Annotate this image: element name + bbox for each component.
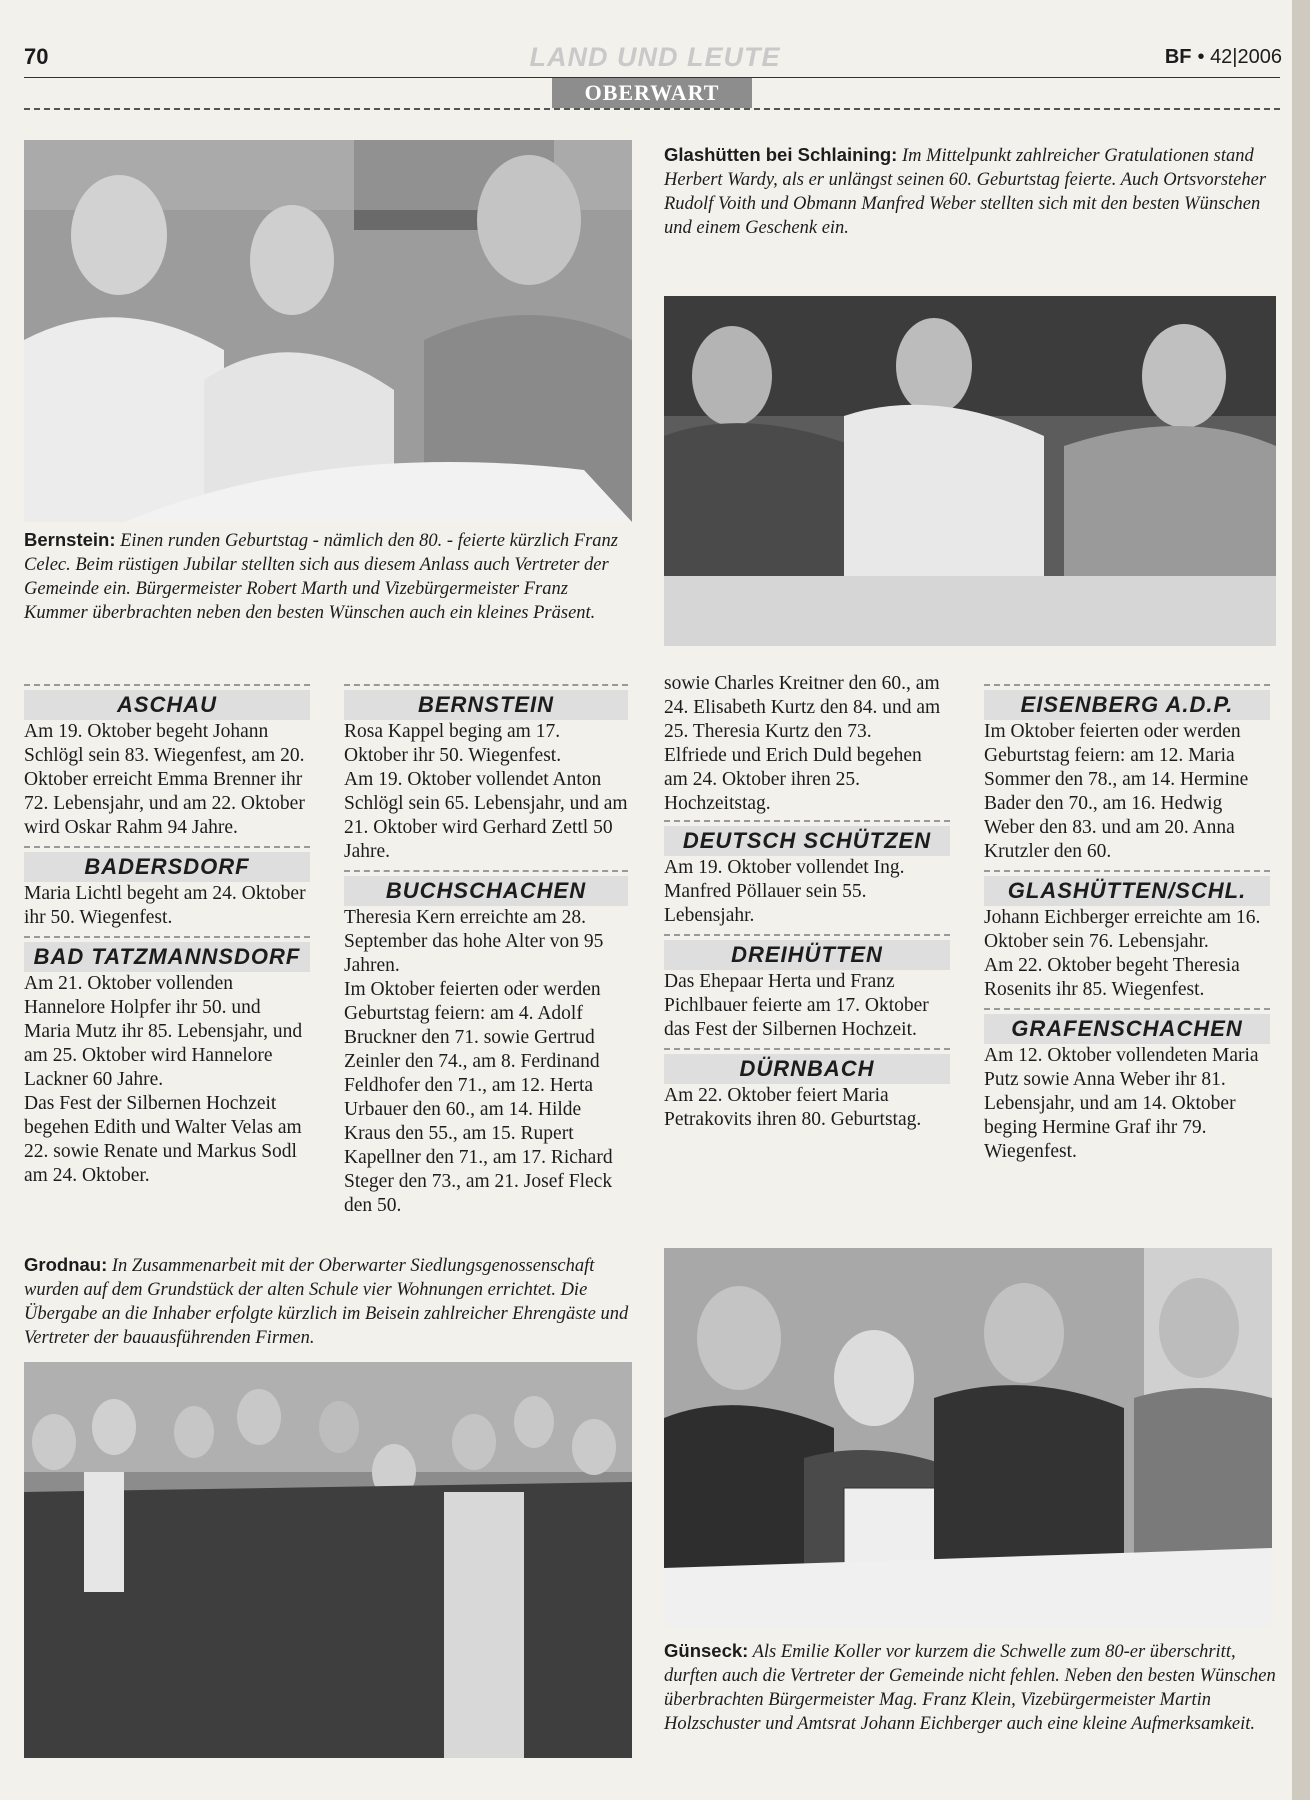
column-1: [24, 684, 310, 1194]
section-text: Im Oktober feierten oder werden Geburtstag feiern: am 12. Maria Sommer den 78., am 14. Hermine Bader den 70., am 16. Hedwig Weber den 83. und am 20. Anna Krutzler den 60.: [984, 721, 1249, 862]
section-heading: DEUTSCH SCHÜTZEN: [664, 826, 950, 856]
publication-name: BF: [1164, 46, 1192, 68]
photo-glashuetten-image: [664, 296, 1276, 646]
running-title: LAND UND LEUTE: [529, 42, 781, 72]
section-text: Maria Lichtl begeht am 24. Oktober ihr 50. Wiegenfest.: [24, 883, 306, 928]
caption-grodnau: [24, 1254, 632, 1350]
section-text: Elfriede und Erich Duld begehen am 24. Oktober ihren 25. Hochzeitstag.: [664, 745, 922, 814]
section-heading: BERNSTEIN: [344, 690, 628, 720]
photo-guenseck: [664, 1248, 1272, 1628]
section-bad-tatzmannsdorf: [24, 936, 310, 1188]
section-dreihuetten: [664, 934, 950, 1042]
section-text: Das Ehepaar Herta und Franz Pichlbauer feierte am 17. Oktober das Fest der Silbernen Hochzeit.: [664, 971, 929, 1040]
section-grafenschachen: [984, 1008, 1270, 1164]
section-text: Das Fest der Silbernen Hochzeit begehen Edith und Walter Velas am 22. sowie Renate und Markus Sodl am 24. Oktober.: [24, 1093, 302, 1186]
section-duernbach: [664, 1048, 950, 1132]
header-dashed-rule: [24, 108, 1280, 110]
issue-info: BF • 42|2006: [1164, 46, 1282, 68]
caption-guenseck: [664, 1640, 1276, 1736]
issue-number: 42|2006: [1210, 46, 1282, 68]
caption-bernstein: [24, 529, 632, 625]
photo-glashuetten: [664, 296, 1276, 646]
section-glashuetten-schl: [984, 870, 1270, 1002]
section-heading: DREIHÜTTEN: [664, 940, 950, 970]
page-number: 70: [24, 44, 49, 69]
photo-guenseck-image: [664, 1248, 1272, 1628]
section-heading: GRAFENSCHACHEN: [984, 1014, 1270, 1044]
caption-place: Günseck:: [664, 1640, 749, 1661]
section-text: Am 22. Oktober feiert Maria Petrakovits ihren 80. Geburtstag.: [664, 1085, 922, 1130]
section-continuation: [664, 672, 950, 816]
section-badersdorf: [24, 846, 310, 930]
section-buchschachen: [344, 870, 628, 1218]
section-text: Am 12. Oktober vollendeten Maria Putz sowie Anna Weber ihr 81. Lebensjahr, und am 14. Oktober beging Hermine Graf ihr 79. Wiegenfest.: [984, 1045, 1259, 1162]
section-bernstein: [344, 684, 628, 864]
caption-place: Bernstein:: [24, 529, 116, 550]
section-heading: DÜRNBACH: [664, 1054, 950, 1084]
photo-grodnau: [24, 1362, 632, 1758]
caption-text: Im Mittelpunkt zahlreicher Gratulationen stand Herbert Wardy, als er unlängst seinen 60. Geburtstag feierte. Auch Ortsvorsteher Rudolf Voith und Obmann Manfred Weber stellten sich mit den besten Wünschen und einem Geschenk ein.: [664, 146, 1267, 238]
binding-edge: [1292, 0, 1310, 1800]
photo-grodnau-image: [24, 1362, 632, 1758]
section-title: OBERWART: [552, 78, 752, 108]
section-text: Im Oktober feierten oder werden Geburtstag feiern: am 4. Adolf Bruckner den 71. sowie Gertrud Zeinler den 74., am 8. Ferdinand Feldhofer den 71., am 12. Herta Urbauer den 60., am 14. Hilde Kraus den 55., am 15. Rupert Kapellner den 71., am 17. Richard Steger den 73., am 21. Josef Fleck den 50.: [344, 979, 613, 1216]
caption-place: Grodnau:: [24, 1254, 108, 1275]
photo-bernstein: [24, 140, 632, 522]
section-heading: BADERSDORF: [24, 852, 310, 882]
section-text: Johann Eichberger erreichte am 16. Oktober sein 76. Lebensjahr.: [984, 907, 1261, 952]
section-text: Am 21. Oktober vollenden Hannelore Holpfer ihr 50. und Maria Mutz ihr 85. Lebensjahr, und am 25. Oktober wird Hannelore Lackner 60 Jahre.: [24, 973, 303, 1090]
section-text: sowie Charles Kreitner den 60., am 24. Elisabeth Kurtz den 84. und am 25. Theresia Kurtz den 73.: [664, 673, 941, 742]
caption-text: Als Emilie Koller vor kurzem die Schwelle zum 80-er überschritt, durften auch die Vertreter der Gemeinde nicht fehlen. Neben den besten Wünschen überbrachten Bürgermeister Mag. Franz Klein, Vizebürgermeister Martin Holzschuster und Amtsrat Johann Eichberger auch eine kleine Aufmerksamkeit.: [664, 1642, 1276, 1734]
section-text: Theresia Kern erreichte am 28. September das hohe Alter von 95 Jahren.: [344, 907, 604, 976]
section-text: Am 19. Oktober vollendet Anton Schlögl sein 65. Lebensjahr, und am 21. Oktober wird Gerhard Zettl 50 Jahre.: [344, 769, 628, 862]
caption-text: Einen runden Geburtstag - nämlich den 80. - feierte kürzlich Franz Celec. Beim rüstigen Jubilar stellten sich aus diesem Anlass auch Vertreter der Gemeinde ein. Bürgermeister Robert Marth und Vizebürgermeister Franz Kummer überbrachten neben den besten Wünschen auch ein kleines Präsent.: [24, 531, 618, 623]
section-heading: BAD TATZMANNSDORF: [24, 942, 310, 972]
section-heading: GLASHÜTTEN/SCHL.: [984, 876, 1270, 906]
section-text: Am 19. Oktober begeht Johann Schlögl sein 83. Wiegenfest, am 20. Oktober erreicht Emma Brenner ihr 72. Lebensjahr, und am 22. Oktober wird Oskar Rahm 94 Jahre.: [24, 721, 305, 838]
section-deutsch-schuetzen: [664, 820, 950, 928]
section-text: Rosa Kappel beging am 17. Oktober ihr 50. Wiegenfest.: [344, 721, 562, 766]
section-text: Am 22. Oktober begeht Theresia Rosenits ihr 85. Wiegenfest.: [984, 955, 1240, 1000]
section-heading: BUCHSCHACHEN: [344, 876, 628, 906]
caption-place: Glashütten bei Schlaining:: [664, 144, 898, 165]
column-2: [344, 684, 628, 1224]
caption-glashuetten: [664, 144, 1276, 240]
section-text: Am 19. Oktober vollendet Ing. Manfred Pöllauer sein 55. Lebensjahr.: [664, 857, 905, 926]
section-heading: ASCHAU: [24, 690, 310, 720]
section-aschau: [24, 684, 310, 840]
column-3: [664, 672, 950, 1138]
caption-text: In Zusammenarbeit mit der Oberwarter Siedlungsgenossenschaft wurden auf dem Grundstück der alten Schule vier Wohnungen errichtet. Die Übergabe an die Inhaber erfolgte kürzlich im Beisein zahlreicher Ehrengäste und Vertreter der bauausführenden Firmen.: [24, 1256, 629, 1348]
photo-bernstein-image: [24, 140, 632, 522]
column-4: [984, 684, 1270, 1170]
section-eisenberg: [984, 684, 1270, 864]
section-heading: EISENBERG A.D.P.: [984, 690, 1270, 720]
